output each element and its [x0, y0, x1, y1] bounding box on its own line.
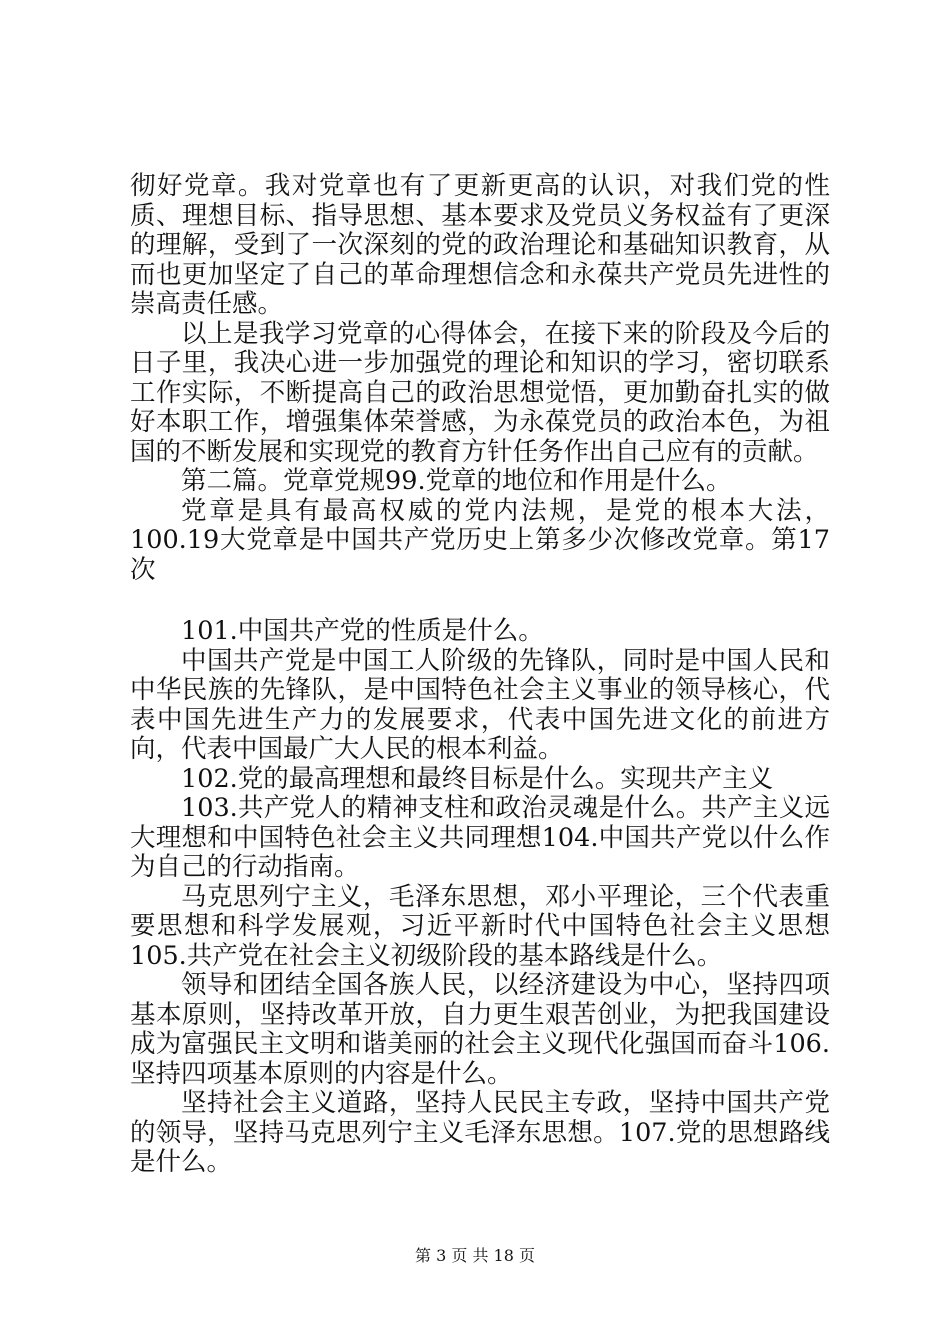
paragraph: 党章是具有最高权威的党内法规，是党的根本大法，100.19大党章是中国共产党历史上第多少次修改党章。第17次 [130, 495, 830, 585]
paragraph: 以上是我学习党章的心得体会，在接下来的阶段及今后的日子里，我决心进一步加强党的理论和知识的学习，密切联系工作实际，不断提高自己的政治思想觉悟，更加勤奋扎实的做好本职工作，增强集体荣誉感，为永葆党员的政治本色，为祖国的不断发展和实现党的教育方针任务作出自己应有的贡献。 [130, 318, 830, 467]
question: 101.中国共产党的性质是什么。 [181, 616, 544, 646]
page-footer: 第 3 页 共 18 页 [415, 1246, 535, 1265]
paragraph: 彻好党章。我对党章也有了更新更高的认识，对我们党的性质、理想目标、指导思想、基本要求及党员义务权益有了更深的理解，受到了一次深刻的党的政治理论和基础知识教育，从而也更加坚定了自己的革命理想信念和永葆共产党员先进性的崇高责任感。 [130, 171, 830, 319]
paragraph: 中国共产党是中国工人阶级的先锋队，同时是中国人民和中华民族的先锋队，是中国特色社会主义事业的领导核心，代表中国先进生产力的发展要求，代表中国先进文化的前进方向，代表中国最广大人民的根本利益。 [130, 645, 830, 764]
paragraph: 领导和团结全国各族人民，以经济建设为中心，坚持四项基本原则，坚持改革开放，自力更生艰苦创业，为把我国建设成为富强民主文明和谐美丽的社会主义现代化强国而奋斗106.坚持四项基本原则的内容是什么。 [130, 970, 830, 1089]
paragraph: 坚持社会主义道路，坚持人民民主专政，坚持中国共产党的领导，坚持马克思列宁主义毛泽东思想。107.党的思想路线是什么。 [130, 1088, 830, 1177]
question: 102.党的最高理想和最终目标是什么。实现共产主义 [181, 763, 774, 794]
paragraph: 马克思列宁主义，毛泽东思想，邓小平理论，三个代表重要思想和科学发展观，习近平新时代中国特色社会主义思想105.共产党在社会主义初级阶段的基本路线是什么。 [130, 881, 830, 971]
paragraph-gap [130, 585, 830, 617]
paragraph: 103.共产党人的精神支柱和政治灵魂是什么。共产主义远大理想和中国特色社会主义共同理想104.中国共产党以什么作为自己的行动指南。 [130, 793, 830, 882]
section-heading: 第二篇。党章党规99.党章的地位和作用是什么。 [181, 466, 732, 496]
body-text [130, 172, 830, 1178]
